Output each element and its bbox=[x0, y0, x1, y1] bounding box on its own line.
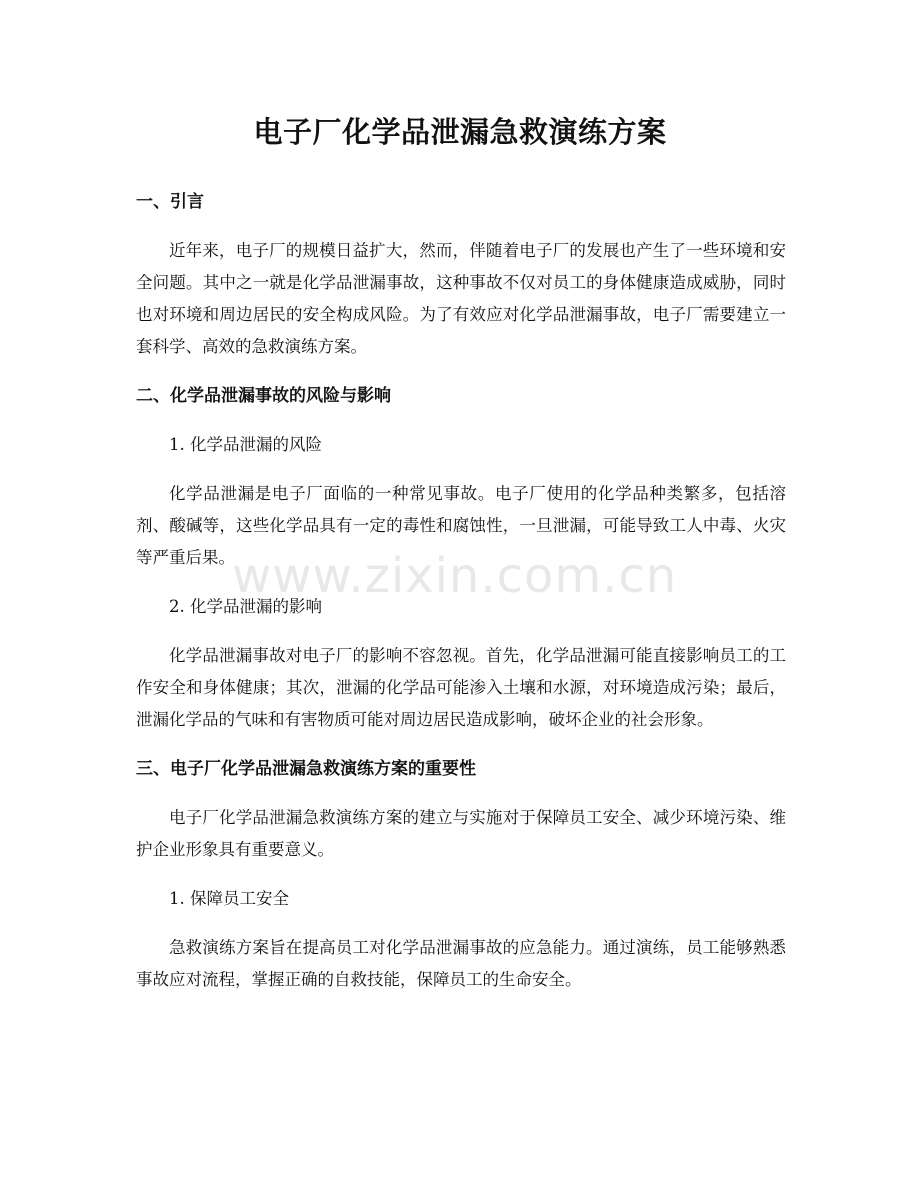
section-heading: 三、电子厂化学品泄漏急救演练方案的重要性 bbox=[136, 759, 476, 779]
subheading: 1. 化学品泄漏的风险 bbox=[169, 435, 322, 454]
paragraph: 急救演练方案旨在提高员工对化学品泄漏事故的应急能力。通过演练，员工能够熟悉事故应对流程，掌握正确的自救技能，保障员工的生命安全。 bbox=[136, 938, 786, 989]
paragraph: 电子厂化学品泄漏急救演练方案的建立与实施对于保障员工安全、减少环境污染、维护企业形象具有重要意义。 bbox=[136, 808, 786, 859]
watermark: www.zixin.com.cn bbox=[232, 548, 678, 604]
document-title: 电子厂化学品泄漏急救演练方案 bbox=[253, 115, 667, 149]
paragraph: 化学品泄漏事故对电子厂的影响不容忽视。首先，化学品泄漏可能直接影响员工的工作安全和身体健康；其次，泄漏的化学品可能渗入土壤和水源，对环境造成污染；最后，泄漏化学品的气味和有害物质可能对周边居民造成影响，破坏企业的社会形象。 bbox=[136, 646, 786, 729]
section-heading: 二、化学品泄漏事故的风险与影响 bbox=[136, 386, 391, 406]
section-heading: 一、引言 bbox=[136, 192, 204, 212]
paragraph: 化学品泄漏是电子厂面临的一种常见事故。电子厂使用的化学品种类繁多，包括溶剂、酸碱等，这些化学品具有一定的毒性和腐蚀性，一旦泄漏，可能导致工人中毒、火灾等严重后果。 bbox=[136, 484, 786, 567]
paragraph: 近年来，电子厂的规模日益扩大，然而，伴随着电子厂的发展也产生了一些环境和安全问题。其中之一就是化学品泄漏事故，这种事故不仅对员工的身体健康造成威胁，同时也对环境和周边居民的安全构成风险。为了有效应对化学品泄漏事故，电子厂需要建立一套科学、高效的急救演练方案。 bbox=[136, 241, 786, 356]
subheading: 1. 保障员工安全 bbox=[169, 889, 289, 908]
document-body bbox=[136, 186, 786, 996]
subheading: 2. 化学品泄漏的影响 bbox=[169, 597, 322, 616]
